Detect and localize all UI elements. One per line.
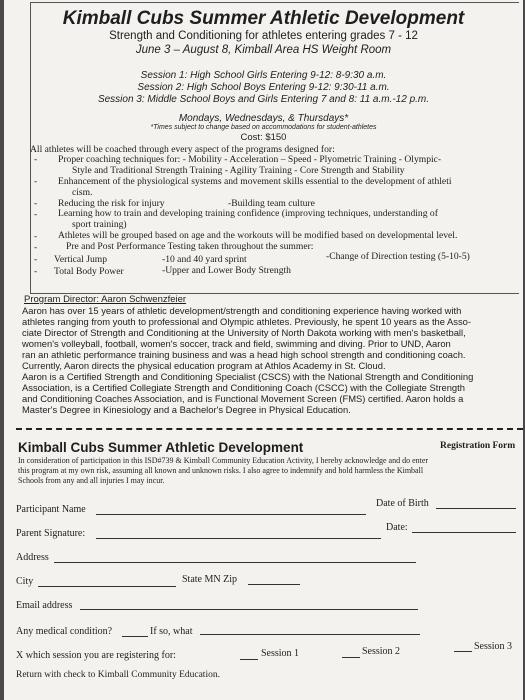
schedule-note: *Times subject to change based on accommodations for student-athletes [150,124,377,131]
cost: Cost: $150 [240,132,287,143]
consent-line: Schools from any and all injuries I may incur. [18,476,165,485]
bio-line: and Conditioning Coaches Association, and is Functional Movement Screen (FMS) certified. Aaron holds a [22,393,464,404]
bullet-dash: - [34,266,38,277]
bio-line: athletes ranging from youth to professional and Olympic athletes. Previously, he spent 10 years as the Asso- [22,316,472,327]
email-field[interactable] [80,609,418,610]
subtitle: Strength and Conditioning for athletes entering grades 7 - 12 [109,30,418,42]
parent-label: Parent Signature: [16,528,86,539]
bullet-dash: - [34,176,38,187]
date-field[interactable] [412,532,516,533]
bullet-dash: - [34,231,38,242]
program-intro: All athletes will be coached through every aspect of the programs designed for: [30,144,335,155]
bullet-dash: - [34,209,38,220]
bullet-text: -10 and 40 yard sprint [162,254,247,265]
bullet-text: -Upper and Lower Body Strength [162,265,291,276]
bio-line: Aaron is a Certified Strength and Conditioning Specialist (CSCS) with the National Strength and Conditioning [22,371,474,382]
participant-name-field[interactable] [96,514,366,515]
dob-label: Date of Birth [376,498,429,509]
medical-details-field[interactable] [200,634,420,635]
bullet-text: Style and Traditional Strength Training - Agility Training - Core Strength and Stability [72,165,405,176]
medical-condition-field[interactable] [122,636,148,637]
participant-label: Participant Name [16,504,86,515]
form-label: Registration Form [440,441,516,451]
session-2-checkbox[interactable] [342,657,360,658]
form-title: Kimball Cubs Summer Athletic Development [18,440,304,455]
bullet-text: Athletes will be grouped based on age and the workouts will be modified based on developmental level. [58,230,458,241]
session-question: X which session you are registering for: [16,650,176,661]
medical-label: Any medical condition? [16,626,113,637]
bullet-text: Total Body Power [54,266,124,277]
zip-field[interactable] [248,584,300,585]
bullet-dash: - [34,154,38,165]
state-zip-label: State MN Zip [182,574,237,585]
bio-line: Master's Degree in Kinesiology and a Bachelor's Degree in Physical Education. [22,404,351,415]
consent-line: In consideration of participation in this ISD#739 & Kimball Community Education Activity, I hereby acknowledge and do enter [18,456,429,465]
address-field[interactable] [54,562,416,563]
bio-line: Aaron has over 15 years of athletic development/strength and conditioning experience having worked with [22,305,462,316]
bio-line: ran an athletic performance training business and was a head high school strength and conditioning coach. [22,349,466,360]
session-2-label: Session 2 [362,646,401,657]
cut-line [16,428,523,430]
date-label: Date: [386,522,408,533]
flyer-page [4,0,523,700]
bullet-text: sport training) [72,219,127,230]
bullet-text: Vertical Jump [54,254,108,265]
return-instructions: Return with check to Kimball Community Education. [16,670,220,680]
bullet-dash: - [34,242,38,253]
bullet-dash: - [34,198,38,209]
bio-line: women's volleyball, football, women's soccer, track and field, swimming and diving. Prior to UND, Aaron [22,338,451,349]
session-3-checkbox[interactable] [454,651,472,652]
bullet-text: -Building team culture [228,198,315,209]
session-1-checkbox[interactable] [240,659,258,660]
page-title: Kimball Cubs Summer Athletic Development [62,8,465,29]
bullet-dash: - [34,254,38,265]
session-1-label: Session 1 [261,648,300,659]
director-heading: Program Director: Aaron Schwenzfeier [24,294,187,305]
schedule-days: Mondays, Wednesdays, & Thursdays* [178,113,349,124]
bullet-text: Enhancement of the physiological systems and movement skills essential to the development of athleti [58,176,452,187]
parent-signature-field[interactable] [96,538,381,539]
session-1-line: Session 1: High School Girls Entering 9-12: 8-9:30 a.m. [140,70,387,81]
bio-line: Association, is a Certified Collegiate Strength and Conditioning Coach (CSCC) with the Collegiate Strength [22,382,465,393]
city-field[interactable] [38,586,176,587]
program-dates: June 3 – August 8, Kimball Area HS Weight Room [135,44,392,56]
dob-field[interactable] [436,508,516,509]
bullet-text: cism. [72,187,93,198]
bio-line: ciate Director of Strength and Conditioning at the University of North Dakota working with men's basketball, [22,327,466,338]
bio-line: Currently, Aaron directs the physical education program at Athlos Academy in St. Cloud. [22,360,386,371]
session-3-label: Session 3 [474,641,513,652]
bullet-text: -Change of Direction testing (5-10-5) [326,251,470,262]
consent-line: this program at my own risk, assuming all known and unknown risks. I also agree to indemnify and hold harmless the Kimball [18,466,424,475]
bullet-text: Proper coaching techniques for: - Mobility - Acceleration – Speed - Plyometric Training - Olympic- [58,154,442,165]
session-2-line: Session 2: High School Boys Entering 9-12: 9:30-11 a.m. [137,82,390,93]
city-label: City [16,576,34,587]
if-so-label: If so, what [150,626,193,637]
address-label: Address [16,552,49,563]
bullet-text: Pre and Post Performance Testing taken throughout the summer: [66,241,314,252]
bullet-text: Reducing the risk for injury [58,198,165,209]
session-3-line: Session 3: Middle School Boys and Girls Entering 7 and 8: 11 a.m.-12 p.m. [97,94,430,105]
email-label: Email address [16,600,73,611]
bullet-text: Learning how to train and developing training confidence (improving techniques, understanding of [58,208,438,219]
